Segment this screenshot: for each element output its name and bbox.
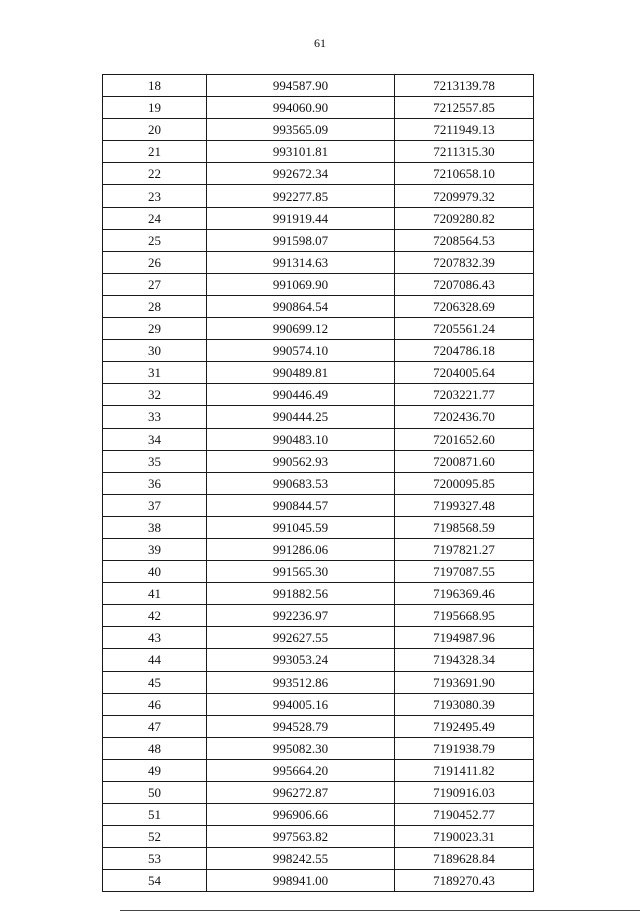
table-row bbox=[103, 450, 534, 472]
table-row bbox=[103, 870, 534, 892]
y-coordinate-cell: 7202436.70 bbox=[395, 406, 534, 428]
y-coordinate-cell: 7194987.96 bbox=[395, 627, 534, 649]
y-coordinate-cell: 7204786.18 bbox=[395, 340, 534, 362]
x-coordinate-cell: 991069.90 bbox=[207, 273, 395, 295]
table-row bbox=[103, 516, 534, 538]
point-number-cell: 25 bbox=[103, 229, 207, 251]
table-row bbox=[103, 472, 534, 494]
coordinates-table-body bbox=[103, 75, 534, 892]
y-coordinate-cell: 7192495.49 bbox=[395, 715, 534, 737]
point-number-cell: 34 bbox=[103, 428, 207, 450]
point-number-cell: 49 bbox=[103, 759, 207, 781]
point-number-cell: 52 bbox=[103, 826, 207, 848]
y-coordinate-cell: 7211949.13 bbox=[395, 119, 534, 141]
table-row bbox=[103, 362, 534, 384]
table-row bbox=[103, 759, 534, 781]
table-row bbox=[103, 671, 534, 693]
table-row bbox=[103, 229, 534, 251]
table-row bbox=[103, 119, 534, 141]
point-number-cell: 40 bbox=[103, 561, 207, 583]
y-coordinate-cell: 7189270.43 bbox=[395, 870, 534, 892]
point-number-cell: 54 bbox=[103, 870, 207, 892]
table-row bbox=[103, 318, 534, 340]
table-row bbox=[103, 605, 534, 627]
point-number-cell: 45 bbox=[103, 671, 207, 693]
y-coordinate-cell: 7212557.85 bbox=[395, 97, 534, 119]
table-row bbox=[103, 649, 534, 671]
table-row bbox=[103, 273, 534, 295]
y-coordinate-cell: 7209280.82 bbox=[395, 207, 534, 229]
y-coordinate-cell: 7197821.27 bbox=[395, 538, 534, 560]
table-row bbox=[103, 737, 534, 759]
point-number-cell: 35 bbox=[103, 450, 207, 472]
y-coordinate-cell: 7207832.39 bbox=[395, 251, 534, 273]
y-coordinate-cell: 7195668.95 bbox=[395, 605, 534, 627]
y-coordinate-cell: 7190023.31 bbox=[395, 826, 534, 848]
point-number-cell: 46 bbox=[103, 693, 207, 715]
table-row bbox=[103, 561, 534, 583]
table-row bbox=[103, 583, 534, 605]
y-coordinate-cell: 7213139.78 bbox=[395, 75, 534, 97]
table-row bbox=[103, 848, 534, 870]
point-number-cell: 24 bbox=[103, 207, 207, 229]
point-number-cell: 21 bbox=[103, 141, 207, 163]
x-coordinate-cell: 991314.63 bbox=[207, 251, 395, 273]
y-coordinate-cell: 7203221.77 bbox=[395, 384, 534, 406]
x-coordinate-cell: 991286.06 bbox=[207, 538, 395, 560]
x-coordinate-cell: 998242.55 bbox=[207, 848, 395, 870]
y-coordinate-cell: 7191411.82 bbox=[395, 759, 534, 781]
x-coordinate-cell: 993512.86 bbox=[207, 671, 395, 693]
x-coordinate-cell: 991919.44 bbox=[207, 207, 395, 229]
point-number-cell: 51 bbox=[103, 804, 207, 826]
table-row bbox=[103, 428, 534, 450]
page-number: 61 bbox=[314, 36, 326, 50]
x-coordinate-cell: 993053.24 bbox=[207, 649, 395, 671]
table-row bbox=[103, 826, 534, 848]
point-number-cell: 31 bbox=[103, 362, 207, 384]
x-coordinate-cell: 992672.34 bbox=[207, 163, 395, 185]
x-coordinate-cell: 997563.82 bbox=[207, 826, 395, 848]
x-coordinate-cell: 996906.66 bbox=[207, 804, 395, 826]
y-coordinate-cell: 7191938.79 bbox=[395, 737, 534, 759]
y-coordinate-cell: 7189628.84 bbox=[395, 848, 534, 870]
table-row bbox=[103, 627, 534, 649]
table-row bbox=[103, 207, 534, 229]
point-number-cell: 19 bbox=[103, 97, 207, 119]
y-coordinate-cell: 7200095.85 bbox=[395, 472, 534, 494]
x-coordinate-cell: 990562.93 bbox=[207, 450, 395, 472]
table-row bbox=[103, 340, 534, 362]
y-coordinate-cell: 7204005.64 bbox=[395, 362, 534, 384]
y-coordinate-cell: 7208564.53 bbox=[395, 229, 534, 251]
y-coordinate-cell: 7190916.03 bbox=[395, 782, 534, 804]
point-number-cell: 28 bbox=[103, 295, 207, 317]
y-coordinate-cell: 7201652.60 bbox=[395, 428, 534, 450]
point-number-cell: 26 bbox=[103, 251, 207, 273]
x-coordinate-cell: 992236.97 bbox=[207, 605, 395, 627]
point-number-cell: 18 bbox=[103, 75, 207, 97]
y-coordinate-cell: 7194328.34 bbox=[395, 649, 534, 671]
point-number-cell: 36 bbox=[103, 472, 207, 494]
x-coordinate-cell: 995664.20 bbox=[207, 759, 395, 781]
point-number-cell: 50 bbox=[103, 782, 207, 804]
x-coordinate-cell: 991882.56 bbox=[207, 583, 395, 605]
x-coordinate-cell: 990574.10 bbox=[207, 340, 395, 362]
y-coordinate-cell: 7193080.39 bbox=[395, 693, 534, 715]
table-row bbox=[103, 494, 534, 516]
y-coordinate-cell: 7207086.43 bbox=[395, 273, 534, 295]
y-coordinate-cell: 7200871.60 bbox=[395, 450, 534, 472]
y-coordinate-cell: 7197087.55 bbox=[395, 561, 534, 583]
table-row bbox=[103, 406, 534, 428]
x-coordinate-cell: 990699.12 bbox=[207, 318, 395, 340]
x-coordinate-cell: 990683.53 bbox=[207, 472, 395, 494]
x-coordinate-cell: 992627.55 bbox=[207, 627, 395, 649]
table-row bbox=[103, 163, 534, 185]
point-number-cell: 44 bbox=[103, 649, 207, 671]
table-row bbox=[103, 538, 534, 560]
x-coordinate-cell: 994528.79 bbox=[207, 715, 395, 737]
coordinates-table bbox=[102, 74, 534, 892]
x-coordinate-cell: 990446.49 bbox=[207, 384, 395, 406]
point-number-cell: 37 bbox=[103, 494, 207, 516]
point-number-cell: 42 bbox=[103, 605, 207, 627]
x-coordinate-cell: 995082.30 bbox=[207, 737, 395, 759]
point-number-cell: 47 bbox=[103, 715, 207, 737]
y-coordinate-cell: 7205561.24 bbox=[395, 318, 534, 340]
y-coordinate-cell: 7198568.59 bbox=[395, 516, 534, 538]
x-coordinate-cell: 990844.57 bbox=[207, 494, 395, 516]
page-bottom-rule bbox=[120, 910, 640, 911]
table-row bbox=[103, 75, 534, 97]
y-coordinate-cell: 7190452.77 bbox=[395, 804, 534, 826]
point-number-cell: 33 bbox=[103, 406, 207, 428]
point-number-cell: 27 bbox=[103, 273, 207, 295]
table-row bbox=[103, 693, 534, 715]
y-coordinate-cell: 7209979.32 bbox=[395, 185, 534, 207]
table-row bbox=[103, 185, 534, 207]
table-row bbox=[103, 804, 534, 826]
point-number-cell: 32 bbox=[103, 384, 207, 406]
x-coordinate-cell: 998941.00 bbox=[207, 870, 395, 892]
table-row bbox=[103, 782, 534, 804]
point-number-cell: 48 bbox=[103, 737, 207, 759]
y-coordinate-cell: 7196369.46 bbox=[395, 583, 534, 605]
point-number-cell: 22 bbox=[103, 163, 207, 185]
y-coordinate-cell: 7211315.30 bbox=[395, 141, 534, 163]
y-coordinate-cell: 7206328.69 bbox=[395, 295, 534, 317]
point-number-cell: 41 bbox=[103, 583, 207, 605]
x-coordinate-cell: 993101.81 bbox=[207, 141, 395, 163]
x-coordinate-cell: 990483.10 bbox=[207, 428, 395, 450]
x-coordinate-cell: 991045.59 bbox=[207, 516, 395, 538]
x-coordinate-cell: 994060.90 bbox=[207, 97, 395, 119]
x-coordinate-cell: 993565.09 bbox=[207, 119, 395, 141]
point-number-cell: 43 bbox=[103, 627, 207, 649]
table-row bbox=[103, 141, 534, 163]
point-number-cell: 20 bbox=[103, 119, 207, 141]
point-number-cell: 23 bbox=[103, 185, 207, 207]
table-row bbox=[103, 715, 534, 737]
x-coordinate-cell: 990864.54 bbox=[207, 295, 395, 317]
y-coordinate-cell: 7193691.90 bbox=[395, 671, 534, 693]
y-coordinate-cell: 7199327.48 bbox=[395, 494, 534, 516]
x-coordinate-cell: 990444.25 bbox=[207, 406, 395, 428]
x-coordinate-cell: 990489.81 bbox=[207, 362, 395, 384]
x-coordinate-cell: 991598.07 bbox=[207, 229, 395, 251]
y-coordinate-cell: 7210658.10 bbox=[395, 163, 534, 185]
table-row bbox=[103, 97, 534, 119]
point-number-cell: 30 bbox=[103, 340, 207, 362]
point-number-cell: 29 bbox=[103, 318, 207, 340]
table-row bbox=[103, 384, 534, 406]
point-number-cell: 38 bbox=[103, 516, 207, 538]
x-coordinate-cell: 994587.90 bbox=[207, 75, 395, 97]
x-coordinate-cell: 994005.16 bbox=[207, 693, 395, 715]
x-coordinate-cell: 992277.85 bbox=[207, 185, 395, 207]
point-number-cell: 39 bbox=[103, 538, 207, 560]
x-coordinate-cell: 996272.87 bbox=[207, 782, 395, 804]
point-number-cell: 53 bbox=[103, 848, 207, 870]
table-row bbox=[103, 251, 534, 273]
x-coordinate-cell: 991565.30 bbox=[207, 561, 395, 583]
table-row bbox=[103, 295, 534, 317]
